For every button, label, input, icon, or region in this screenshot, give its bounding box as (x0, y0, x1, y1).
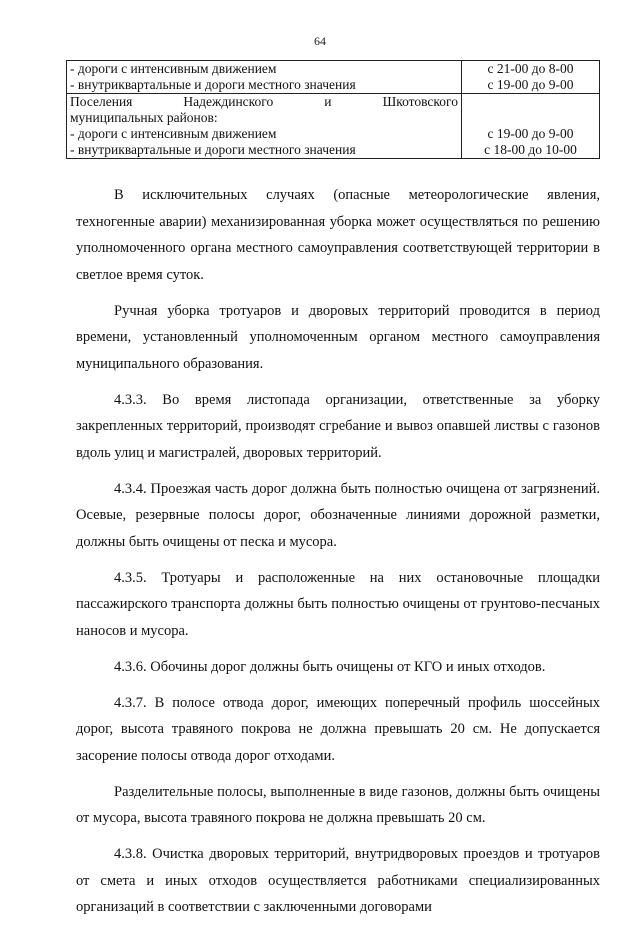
paragraph-4-3-7: 4.3.7. В полосе отвода дорог, имеющих поперечный профиль шоссейных дорог, высота травяного покрова не должна превышать 20 см. Не допускается засорение полосы отвода дорог отходами. (76, 694, 600, 764)
time-range-line: с 19-00 до 9-00 (487, 126, 574, 141)
road-type-line: - дороги с интенсивным движением (70, 61, 277, 76)
paragraph: Ручная уборка тротуаров и дворовых территорий проводится в период времени, установленный уполномоченным органом местного самоуправления муниципального образования. (76, 302, 600, 372)
time-range-cell (462, 94, 600, 159)
road-type-line: - дороги с интенсивным движением (70, 126, 277, 141)
document-body (76, 182, 600, 930)
road-type-line: - внутриквартальные и дороги местного значения (70, 77, 356, 92)
time-range-cell (462, 61, 600, 94)
road-type-cell (67, 61, 462, 94)
time-range-line: с 19-00 до 9-00 (487, 77, 574, 92)
paragraph-4-3-6: 4.3.6. Обочины дорог должны быть очищены от КГО и иных отходов. (114, 658, 546, 675)
time-range-line: с 18-00 до 10-00 (484, 142, 577, 157)
paragraph: В исключительных случаях (опасные метеорологические явления, техногенные аварии) механизированная уборка может осуществляться по решению уполномоченного органа местного самоуправления соответствующей территории в светлое время суток. (76, 187, 600, 283)
time-range-line (465, 110, 596, 126)
cleaning-schedule-table (66, 60, 600, 159)
paragraph-4-3-3: 4.3.3. Во время листопада организации, ответственные за уборку закрепленных территорий, производят сгребание и вывоз опавшей листвы с газонов вдоль улиц и магистралей, дворовых территорий. (76, 391, 600, 461)
table-row (67, 61, 600, 94)
road-type-line: - внутриквартальные и дороги местного значения (70, 142, 356, 157)
time-range-line: с 21-00 до 8-00 (487, 61, 574, 76)
settlement-heading-line: муниципальных районов: (70, 110, 218, 125)
table-row (67, 94, 600, 159)
time-range-line (465, 94, 596, 110)
paragraph-4-3-5: 4.3.5. Тротуары и расположенные на них остановочные площадки пассажирского транспорта должны быть полностью очищены от грунтово-песчаных наносов и мусора. (76, 569, 600, 639)
paragraph: Разделительные полосы, выполненные в виде газонов, должны быть очищены от мусора, высота травяного покрова не должна превышать 20 см. (76, 783, 600, 826)
page-number: 64 (314, 34, 326, 48)
road-type-cell (67, 94, 462, 159)
settlement-heading-line: Поселения Надеждинского и Шкотовского (70, 94, 458, 109)
paragraph-4-3-8: 4.3.8. Очистка дворовых территорий, внутридворовых проездов и тротуаров от смета и иных отходов осуществляется работниками специализированных организаций в соответствии с заключенными договорами (76, 846, 600, 915)
paragraph-4-3-4: 4.3.4. Проезжая часть дорог должна быть полностью очищена от загрязнений. Осевые, резервные полосы дорог, обозначенные линиями дорожной разметки, должны быть очищены от песка и мусора. (76, 480, 600, 550)
